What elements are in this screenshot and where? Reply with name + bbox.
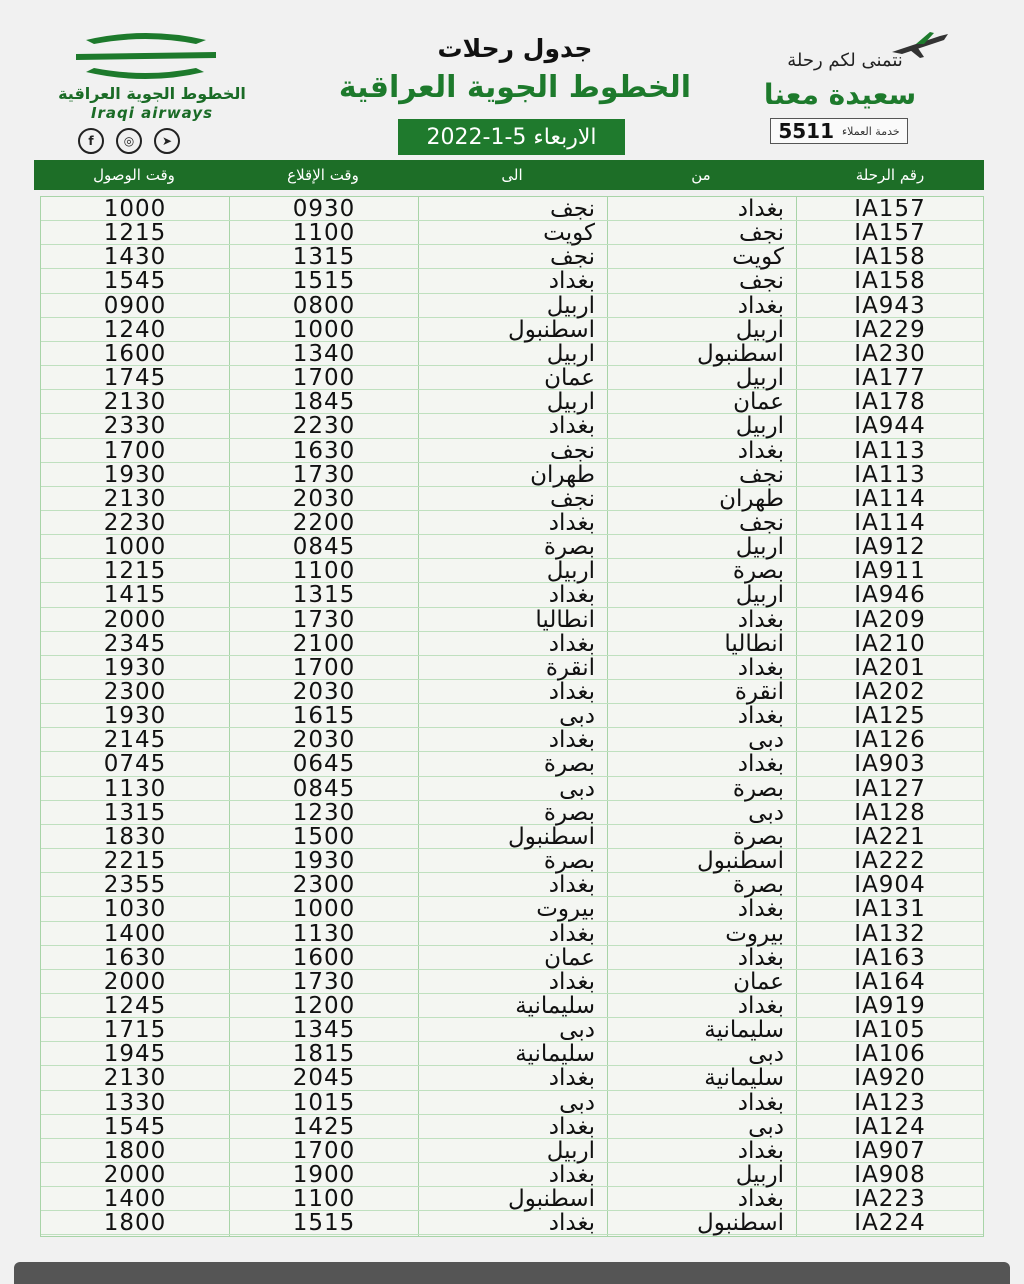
airline-title: الخطوط الجوية العراقية xyxy=(338,70,692,105)
flight-number-cell: IA907 xyxy=(854,1137,926,1164)
departure-time-cell: 1700 xyxy=(292,654,356,681)
brand-name-arabic: الخطوط الجوية العراقية xyxy=(58,84,246,103)
destination-cell: بصرة xyxy=(543,799,595,826)
flight-number-cell: IA128 xyxy=(854,799,926,826)
origin-cell: بغداد xyxy=(737,292,784,319)
origin-cell: نجف xyxy=(738,268,784,295)
table-row xyxy=(41,752,983,776)
arrival-time-cell: 1630 xyxy=(103,944,167,971)
destination-cell: بغداد xyxy=(548,268,595,295)
telegram-icon[interactable]: ➤ xyxy=(154,128,180,154)
flight-number-cell: IA943 xyxy=(854,292,926,319)
destination-cell: اسطنبول xyxy=(507,316,595,343)
arrival-time-cell: 1700 xyxy=(103,437,167,464)
arrival-time-cell: 1930 xyxy=(103,461,167,488)
table-row xyxy=(41,873,983,897)
schedule-date: الاربعاء 5-1-2022 xyxy=(398,119,625,155)
destination-cell: طهران xyxy=(530,461,595,488)
arrival-time-cell: 1545 xyxy=(103,1113,167,1140)
table-row xyxy=(41,704,983,728)
flight-table xyxy=(40,196,984,1237)
flight-number-cell: IA132 xyxy=(854,920,926,947)
greeting-block xyxy=(740,30,970,150)
flight-number-cell: IA125 xyxy=(854,703,926,730)
destination-cell: نجف xyxy=(549,196,595,222)
table-row xyxy=(41,487,983,511)
departure-time-cell: 1900 xyxy=(292,1162,356,1188)
origin-cell: بصرة xyxy=(732,558,784,585)
departure-time-cell: 1230 xyxy=(292,799,356,826)
arrival-time-cell: 1415 xyxy=(103,582,167,609)
departure-time-cell: 1000 xyxy=(292,896,356,923)
column-header-from: من xyxy=(691,166,711,184)
destination-cell: عمان xyxy=(544,944,595,971)
origin-cell: بغداد xyxy=(737,196,784,222)
arrival-time-cell: 1400 xyxy=(103,1186,167,1213)
departure-time-cell: 0645 xyxy=(292,751,356,778)
flight-number-cell: IA163 xyxy=(854,944,926,971)
destination-cell: بغداد xyxy=(548,582,595,609)
origin-cell: اسطنبول xyxy=(696,340,784,367)
flight-number-cell: IA230 xyxy=(854,340,926,367)
origin-cell: انقرة xyxy=(734,679,784,705)
departure-time-cell: 1100 xyxy=(292,558,356,585)
destination-cell: بغداد xyxy=(548,1113,595,1140)
table-row xyxy=(41,1091,983,1115)
origin-cell: بغداد xyxy=(737,944,784,971)
destination-cell: اسطنبول xyxy=(507,1186,595,1213)
arrival-time-cell: 1930 xyxy=(103,654,167,681)
flight-number-cell: IA178 xyxy=(854,389,926,416)
departure-time-cell: 1615 xyxy=(292,703,356,730)
origin-cell: اربيل xyxy=(735,413,784,440)
arrival-time-cell: 1800 xyxy=(103,1137,167,1164)
arrival-time-cell: 1545 xyxy=(103,268,167,295)
flight-number-cell: IA904 xyxy=(854,872,926,899)
column-header-flight: رقم الرحلة xyxy=(855,166,925,184)
arrival-time-cell: 2145 xyxy=(103,727,167,754)
table-row xyxy=(41,849,983,873)
arrival-time-cell: 1745 xyxy=(103,365,167,392)
origin-cell: بصرة xyxy=(732,872,784,899)
departure-time-cell: 2300 xyxy=(292,872,356,899)
origin-cell: عمان xyxy=(733,389,784,416)
origin-cell: بصرة xyxy=(732,775,784,802)
flight-number-cell: IA223 xyxy=(854,1186,926,1213)
destination-cell: سليمانية xyxy=(515,992,595,1019)
flight-number-cell: IA123 xyxy=(854,1089,926,1116)
table-row xyxy=(41,511,983,535)
destination-cell: عمان xyxy=(544,365,595,392)
departure-time-cell: 2030 xyxy=(292,679,356,705)
destination-cell: دبى xyxy=(559,1017,595,1044)
table-row xyxy=(41,318,983,342)
destination-cell: بيروت xyxy=(536,896,595,923)
origin-cell: اسطنبول xyxy=(696,848,784,875)
departure-time-cell: 1345 xyxy=(292,1017,356,1044)
origin-cell: طهران xyxy=(719,485,784,512)
flight-number-cell: IA919 xyxy=(854,992,926,1019)
origin-cell: اربيل xyxy=(735,316,784,343)
table-row xyxy=(41,656,983,680)
table-row xyxy=(41,463,983,487)
arrival-time-cell: 1800 xyxy=(103,1210,167,1237)
arrival-time-cell: 1030 xyxy=(103,896,167,923)
greeting-highlight: سعيدة معنا xyxy=(763,78,917,111)
flight-number-cell: IA946 xyxy=(854,582,926,609)
destination-cell: نجف xyxy=(549,437,595,464)
table-row xyxy=(41,197,983,221)
flight-number-cell: IA209 xyxy=(854,606,926,633)
instagram-icon[interactable]: ◎ xyxy=(116,128,142,154)
flight-number-cell: IA113 xyxy=(854,437,926,464)
iraqi-airways-logo-icon xyxy=(76,30,216,80)
destination-cell: اربيل xyxy=(546,1137,595,1164)
arrival-time-cell: 1000 xyxy=(103,196,167,222)
departure-time-cell: 1425 xyxy=(292,1113,356,1140)
table-row xyxy=(41,390,983,414)
table-row xyxy=(41,414,983,438)
flight-number-cell: IA158 xyxy=(854,268,926,295)
arrival-time-cell: 2230 xyxy=(103,509,167,536)
table-row xyxy=(41,825,983,849)
destination-cell: سليمانية xyxy=(515,1041,595,1068)
origin-cell: نجف xyxy=(738,220,784,247)
flight-number-cell: IA106 xyxy=(854,1041,926,1068)
origin-cell: دبى xyxy=(748,727,784,754)
table-row xyxy=(41,922,983,946)
flight-number-cell: IA127 xyxy=(854,775,926,802)
origin-cell: بغداد xyxy=(737,654,784,681)
table-row xyxy=(41,680,983,704)
origin-cell: بيروت xyxy=(725,920,784,947)
table-row xyxy=(41,777,983,801)
departure-time-cell: 1200 xyxy=(292,992,356,1019)
departure-time-cell: 1315 xyxy=(292,582,356,609)
origin-cell: اربيل xyxy=(735,1162,784,1188)
departure-time-cell: 2100 xyxy=(292,630,356,657)
flight-number-cell: IA222 xyxy=(854,848,926,875)
destination-cell: اسطنبول xyxy=(507,823,595,850)
destination-cell: انطاليا xyxy=(535,606,595,633)
destination-cell: اربيل xyxy=(546,389,595,416)
schedule-title: جدول رحلات xyxy=(437,34,593,63)
table-row xyxy=(41,1187,983,1211)
origin-cell: دبى xyxy=(748,1113,784,1140)
origin-cell: عمان xyxy=(733,968,784,995)
column-header-arrival: وقت الوصول xyxy=(93,166,175,184)
departure-time-cell: 1930 xyxy=(292,848,356,875)
table-row xyxy=(41,439,983,463)
table-row xyxy=(41,970,983,994)
departure-time-cell: 1630 xyxy=(292,437,356,464)
flight-number-cell: IA908 xyxy=(854,1162,926,1188)
arrival-time-cell: 2330 xyxy=(103,413,167,440)
destination-cell: بغداد xyxy=(548,1162,595,1188)
table-row xyxy=(41,583,983,607)
arrival-time-cell: 1315 xyxy=(103,799,167,826)
flight-number-cell: IA912 xyxy=(854,534,926,561)
destination-cell: بصرة xyxy=(543,751,595,778)
arrival-time-cell: 2215 xyxy=(103,848,167,875)
flight-number-cell: IA920 xyxy=(854,1065,926,1092)
table-row xyxy=(41,1139,983,1163)
flight-number-cell: IA210 xyxy=(854,630,926,657)
destination-cell: بغداد xyxy=(548,679,595,705)
flight-number-cell: IA113 xyxy=(854,461,926,488)
customer-service-label: خدمة العملاء xyxy=(842,124,900,138)
departure-time-cell: 1000 xyxy=(292,316,356,343)
departure-time-cell: 2030 xyxy=(292,485,356,512)
arrival-time-cell: 1130 xyxy=(103,775,167,802)
departure-time-cell: 2230 xyxy=(292,413,356,440)
origin-cell: اربيل xyxy=(735,534,784,561)
departure-time-cell: 1315 xyxy=(292,244,356,271)
facebook-icon[interactable]: f xyxy=(78,128,104,154)
destination-cell: دبى xyxy=(559,703,595,730)
origin-cell: نجف xyxy=(738,461,784,488)
table-row xyxy=(41,946,983,970)
table-row xyxy=(41,342,983,366)
origin-cell: كويت xyxy=(732,244,784,271)
flight-number-cell: IA158 xyxy=(854,244,926,271)
origin-cell: بغداد xyxy=(737,896,784,923)
departure-time-cell: 1730 xyxy=(292,968,356,995)
table-row xyxy=(41,1115,983,1139)
flight-number-cell: IA126 xyxy=(854,727,926,754)
customer-service-box xyxy=(770,118,908,144)
table-row xyxy=(41,728,983,752)
greeting-line: نتمنى لكم رحلة xyxy=(787,50,903,71)
arrival-time-cell: 1930 xyxy=(103,703,167,730)
arrival-time-cell: 1715 xyxy=(103,1017,167,1044)
arrival-time-cell: 2000 xyxy=(103,968,167,995)
arrival-time-cell: 2130 xyxy=(103,389,167,416)
departure-time-cell: 1340 xyxy=(292,340,356,367)
flight-number-cell: IA221 xyxy=(854,823,926,850)
arrival-time-cell: 2130 xyxy=(103,1065,167,1092)
column-header-to: الى xyxy=(501,166,523,184)
destination-cell: بصرة xyxy=(543,848,595,875)
origin-cell: بغداد xyxy=(737,437,784,464)
departure-time-cell: 0845 xyxy=(292,534,356,561)
arrival-time-cell: 1830 xyxy=(103,823,167,850)
destination-cell: دبى xyxy=(559,1089,595,1116)
origin-cell: بغداد xyxy=(737,992,784,1019)
departure-time-cell: 1845 xyxy=(292,389,356,416)
departure-time-cell: 1730 xyxy=(292,606,356,633)
table-row xyxy=(41,608,983,632)
arrival-time-cell: 2355 xyxy=(103,872,167,899)
destination-cell: بغداد xyxy=(548,727,595,754)
arrival-time-cell: 1945 xyxy=(103,1041,167,1068)
origin-cell: اسطنبول xyxy=(696,1210,784,1237)
table-row xyxy=(41,221,983,245)
arrival-time-cell: 1000 xyxy=(103,534,167,561)
arrival-time-cell: 1430 xyxy=(103,244,167,271)
customer-service-number[interactable]: 5511 xyxy=(778,119,834,143)
flight-number-cell: IA157 xyxy=(854,220,926,247)
destination-cell: اربيل xyxy=(546,340,595,367)
departure-time-cell: 1015 xyxy=(292,1089,356,1116)
arrival-time-cell: 1240 xyxy=(103,316,167,343)
table-row xyxy=(41,535,983,559)
origin-cell: دبى xyxy=(748,1041,784,1068)
destination-cell: بغداد xyxy=(548,509,595,536)
arrival-time-cell: 1400 xyxy=(103,920,167,947)
arrival-time-cell: 1215 xyxy=(103,558,167,585)
flight-number-cell: IA124 xyxy=(854,1113,926,1140)
origin-cell: بصرة xyxy=(732,823,784,850)
destination-cell: بصرة xyxy=(543,534,595,561)
departure-time-cell: 1815 xyxy=(292,1041,356,1068)
arrival-time-cell: 2000 xyxy=(103,1162,167,1188)
arrival-time-cell: 1600 xyxy=(103,340,167,367)
flight-number-cell: IA224 xyxy=(854,1210,926,1237)
departure-time-cell: 0930 xyxy=(292,196,356,222)
destination-cell: اربيل xyxy=(546,558,595,585)
destination-cell: اربيل xyxy=(546,292,595,319)
arrival-time-cell: 2345 xyxy=(103,630,167,657)
origin-cell: نجف xyxy=(738,509,784,536)
departure-time-cell: 1700 xyxy=(292,365,356,392)
departure-time-cell: 2045 xyxy=(292,1065,356,1092)
table-row xyxy=(41,801,983,825)
table-header xyxy=(34,160,984,190)
table-row xyxy=(41,1066,983,1090)
bottom-bar xyxy=(14,1262,1010,1284)
table-row xyxy=(41,632,983,656)
table-row xyxy=(41,1211,983,1235)
flight-number-cell: IA911 xyxy=(854,558,926,585)
flight-number-cell: IA201 xyxy=(854,654,926,681)
arrival-time-cell: 2300 xyxy=(103,679,167,705)
airline-logo-block xyxy=(40,28,246,158)
origin-cell: انطاليا xyxy=(724,630,784,657)
flight-number-cell: IA131 xyxy=(854,896,926,923)
table-row xyxy=(41,559,983,583)
destination-cell: بغداد xyxy=(548,630,595,657)
destination-cell: بغداد xyxy=(548,413,595,440)
table-row xyxy=(41,269,983,293)
departure-time-cell: 2200 xyxy=(292,509,356,536)
origin-cell: بغداد xyxy=(737,703,784,730)
flight-number-cell: IA944 xyxy=(854,413,926,440)
destination-cell: بغداد xyxy=(548,1210,595,1237)
flight-number-cell: IA164 xyxy=(854,968,926,995)
destination-cell: بغداد xyxy=(548,1065,595,1092)
destination-cell: بغداد xyxy=(548,968,595,995)
origin-cell: سليمانية xyxy=(704,1065,784,1092)
departure-time-cell: 1600 xyxy=(292,944,356,971)
destination-cell: نجف xyxy=(549,485,595,512)
table-row xyxy=(41,294,983,318)
flight-number-cell: IA105 xyxy=(854,1017,926,1044)
arrival-time-cell: 1245 xyxy=(103,992,167,1019)
flight-number-cell: IA157 xyxy=(854,196,926,222)
table-row xyxy=(41,245,983,269)
origin-cell: بغداد xyxy=(737,751,784,778)
origin-cell: بغداد xyxy=(737,606,784,633)
departure-time-cell: 1130 xyxy=(292,920,356,947)
table-row xyxy=(41,366,983,390)
flight-number-cell: IA202 xyxy=(854,679,926,705)
departure-time-cell: 1100 xyxy=(292,1186,356,1213)
destination-cell: نجف xyxy=(549,244,595,271)
table-row xyxy=(41,1163,983,1187)
origin-cell: دبى xyxy=(748,799,784,826)
origin-cell: بغداد xyxy=(737,1137,784,1164)
destination-cell: بغداد xyxy=(548,920,595,947)
arrival-time-cell: 0900 xyxy=(103,292,167,319)
departure-time-cell: 1515 xyxy=(292,1210,356,1237)
flight-number-cell: IA903 xyxy=(854,751,926,778)
departure-time-cell: 1500 xyxy=(292,823,356,850)
origin-cell: بغداد xyxy=(737,1186,784,1213)
flight-number-cell: IA114 xyxy=(854,485,926,512)
arrival-time-cell: 1330 xyxy=(103,1089,167,1116)
departure-time-cell: 1700 xyxy=(292,1137,356,1164)
destination-cell: دبى xyxy=(559,775,595,802)
arrival-time-cell: 0745 xyxy=(103,751,167,778)
origin-cell: اربيل xyxy=(735,582,784,609)
table-row xyxy=(41,1018,983,1042)
flight-number-cell: IA177 xyxy=(854,365,926,392)
flight-number-cell: IA229 xyxy=(854,316,926,343)
departure-time-cell: 1730 xyxy=(292,461,356,488)
origin-cell: سليمانية xyxy=(704,1017,784,1044)
table-row xyxy=(41,1042,983,1066)
origin-cell: بغداد xyxy=(737,1089,784,1116)
destination-cell: بغداد xyxy=(548,872,595,899)
origin-cell: اربيل xyxy=(735,365,784,392)
social-links xyxy=(78,128,180,154)
table-row xyxy=(41,897,983,921)
brand-name-english: Iraqi airways xyxy=(90,104,214,122)
arrival-time-cell: 1215 xyxy=(103,220,167,247)
departure-time-cell: 1515 xyxy=(292,268,356,295)
arrival-time-cell: 2000 xyxy=(103,606,167,633)
table-row xyxy=(41,994,983,1018)
destination-cell: كويت xyxy=(543,220,595,247)
column-header-departure: وقت الإقلاع xyxy=(287,166,359,184)
departure-time-cell: 1100 xyxy=(292,220,356,247)
departure-time-cell: 0800 xyxy=(292,292,356,319)
flight-number-cell: IA114 xyxy=(854,509,926,536)
arrival-time-cell: 2130 xyxy=(103,485,167,512)
destination-cell: انقرة xyxy=(545,654,595,681)
departure-time-cell: 0845 xyxy=(292,775,356,802)
departure-time-cell: 2030 xyxy=(292,727,356,754)
